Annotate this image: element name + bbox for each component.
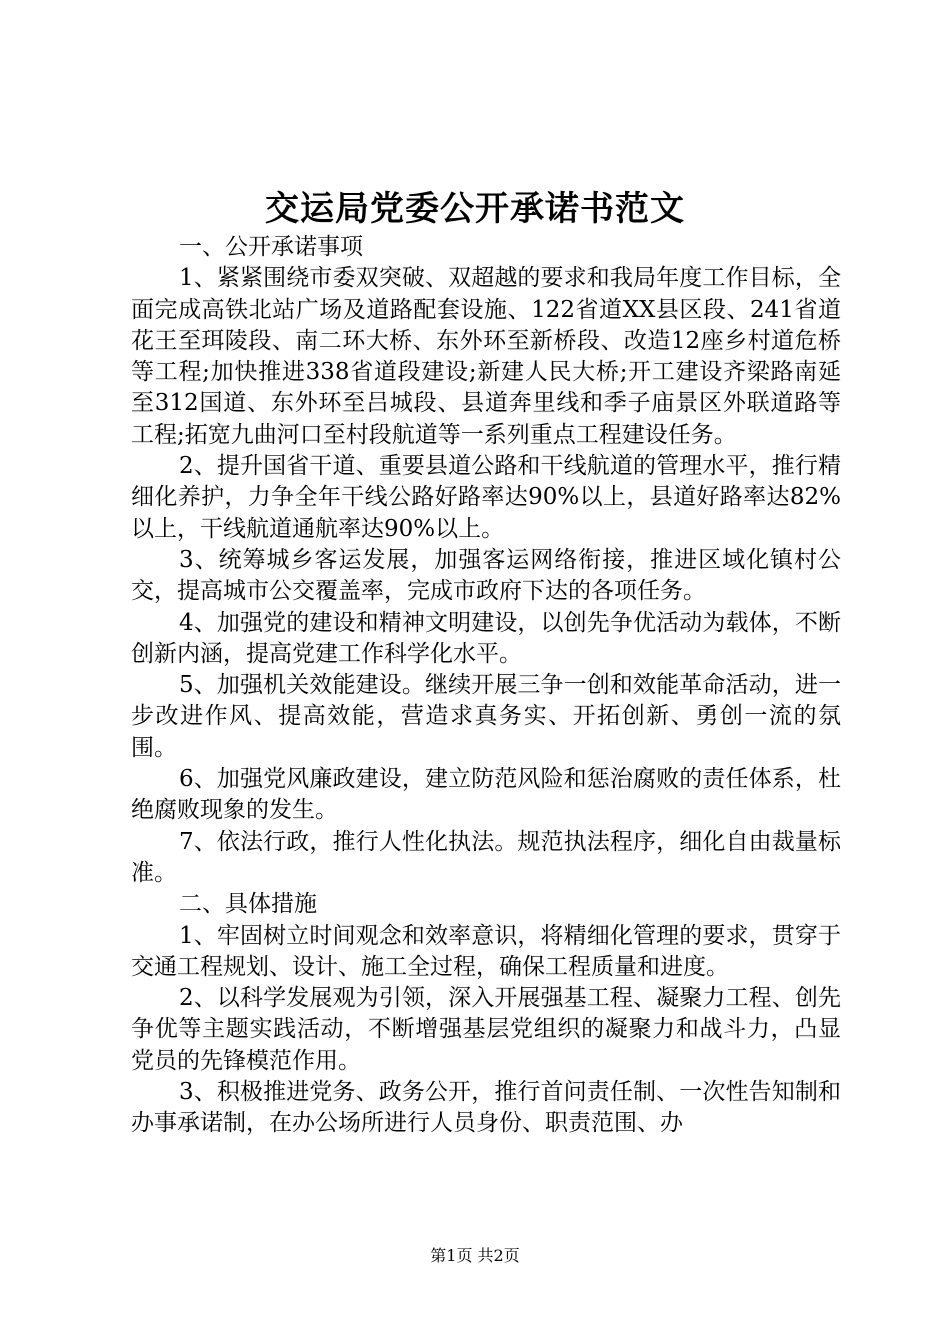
measure-item-3: 3、积极推进党务、政务公开，推行首问责任制、一次性告知制和办事承诺制，在办公场所进行人员身份、职责范围、办 [131,1079,841,1137]
commitment-item-7: 7、依法行政，推行人性化执法。规范执法程序，细化自由裁量标准。 [131,828,841,886]
commitment-item-6: 6、加强党风廉政建设，建立防范风险和惩治腐败的责任体系，杜绝腐败现象的发生。 [131,766,841,824]
section-heading-measures: 二、具体措施 [179,891,317,918]
commitment-item-3: 3、统筹城乡客运发展，加强客运网络衔接，推进区域化镇村公交，提高城市公交覆盖率，完成市政府下达的各项任务。 [131,546,841,605]
commitment-item-5: 5、加强机关效能建设。继续开展三争一创和效能革命活动，进一步改进作风、提高效能，营造求真务实、开拓创新、勇创一流的氛围。 [131,672,841,761]
measure-item-2: 2、以科学发展观为引领，深入开展强基工程、凝聚力工程、创先争优等主题实践活动，不断增强基层党组织的凝聚力和战斗力，凸显党员的先锋模范作用。 [131,985,841,1074]
section-heading-commitments: 一、公开承诺事项 [179,234,363,260]
document-title: 交运局党委公开承诺书范文 [265,189,685,229]
measure-item-1: 1、牢固树立时间观念和效率意识，将精细化管理的要求，贯穿于交通工程规划、设计、施工全过程，确保工程质量和进度。 [131,922,841,980]
document-body [131,232,841,1140]
commitment-item-2: 2、提升国省干道、重要县道公路和干线航道的管理水平，推行精细化养护，力争全年干线公路好路率达90%以上，县道好路率达82%以上，干线航道通航率达90%以上。 [131,453,841,542]
commitment-item-1: 1、紧紧围绕市委双突破、双超越的要求和我局年度工作目标，全面完成高铁北站广场及道路配套设施、122省道XX县区段、241省道花王至珥陵段、南二环大桥、东外环至新桥段、改造12座乡村道危桥等工程;加快推进338省道段建设;新建人民大桥;开工建设齐梁路南延至312国道、东外环至吕城段、县道奔里线和季子庙景区外联道路等工程;拓宽九曲河口至村段航道等一系列重点工程建设任务。 [131,265,841,448]
page-footer: 第1页 共2页 [430,1246,520,1265]
commitment-item-4: 4、加强党的建设和精神文明建设，以创先争优活动为载体，不断创新内涵，提高党建工作科学化水平。 [131,609,841,667]
